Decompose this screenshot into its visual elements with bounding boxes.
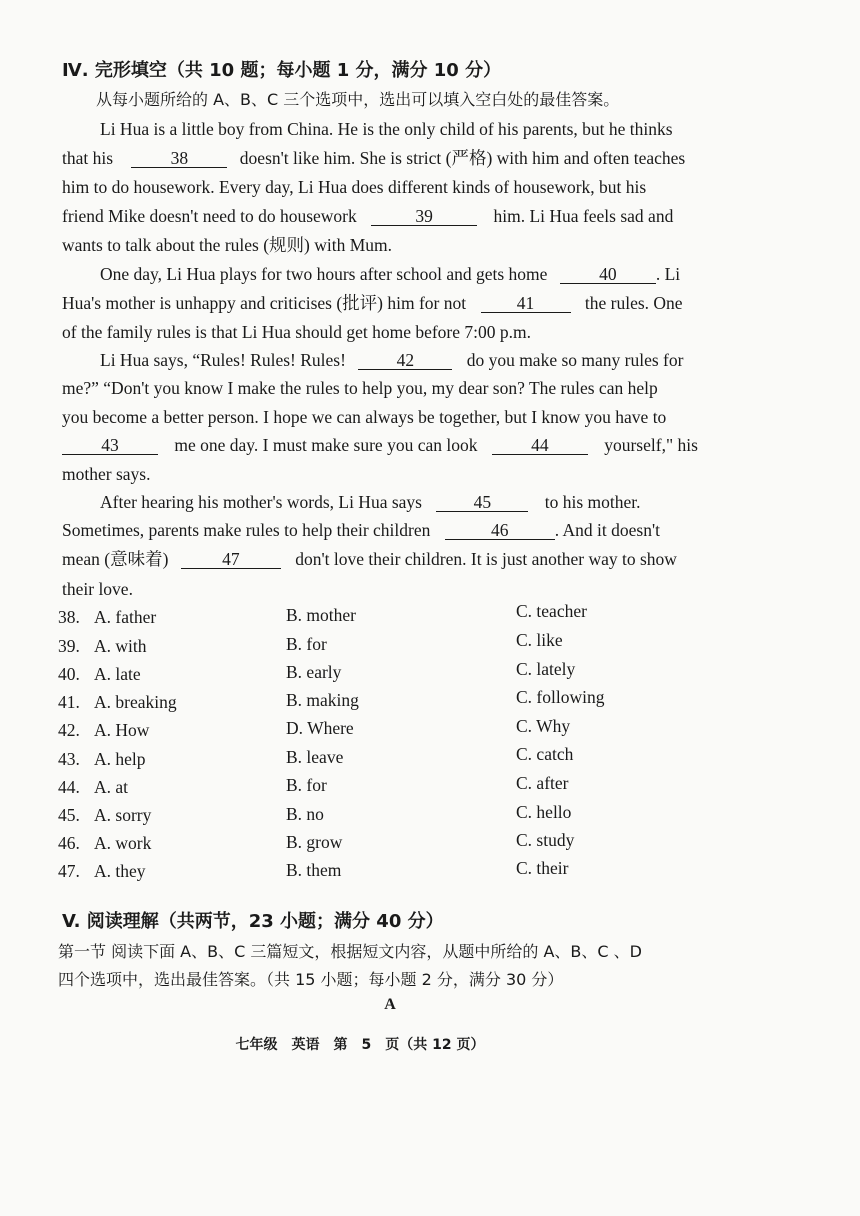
option-c: C. their (516, 858, 569, 878)
passage-line: their love. (62, 579, 133, 599)
blank-47: 47 (181, 550, 281, 569)
passage-line: me?” “Don't you know I make the rules to help you, my dear son? The rules can help (62, 378, 658, 398)
option-b: D. Where (286, 718, 354, 738)
passage-label-a: A (384, 996, 396, 1013)
passage-line (62, 433, 698, 457)
option-a: A. sorry (94, 805, 152, 825)
passage-text: One day, Li Hua plays for two hours after school and gets home (100, 264, 548, 284)
passage-line (100, 262, 680, 286)
page-footer: 七年级 英语 第 5 页（共 12 页） (235, 1037, 485, 1053)
question-number: 41. (58, 692, 80, 712)
passage-line: of the family rules is that Li Hua should get home before 7:00 p.m. (62, 322, 531, 342)
option-c: C. Why (516, 716, 571, 736)
passage-text: After hearing his mother's words, Li Hua says (100, 492, 422, 512)
passage-text: . And it doesn't (554, 520, 660, 540)
option-b: B. for (286, 634, 327, 654)
blank-39: 39 (371, 207, 477, 226)
question-number: 42. (58, 720, 80, 740)
blank-44: 44 (492, 436, 588, 455)
passage-line (62, 518, 660, 542)
option-a: A. father (94, 607, 157, 627)
passage-line (62, 204, 673, 228)
passage-text: friend Mike doesn't need to do housework (62, 206, 357, 226)
question-number: 45. (58, 805, 80, 825)
passage-line: Li Hua is a little boy from China. He is the only child of his parents, but he thinks (100, 119, 673, 139)
option-a: A. with (94, 636, 147, 656)
passage-text: to his mother. (544, 492, 641, 512)
option-a: A. breaking (94, 692, 177, 712)
option-a: A. How (94, 720, 150, 740)
passage-text: don't love their children. It is just another way to show (295, 549, 677, 569)
passage-text: Sometimes, parents make rules to help their children (62, 520, 431, 540)
passage-line: him to do housework. Every day, Li Hua does different kinds of housework, but his (62, 177, 647, 197)
passage-text: Hua's mother is unhappy and criticises (批评) him for not (62, 293, 467, 313)
option-b: B. for (286, 775, 327, 795)
option-b: B. leave (286, 747, 344, 767)
passage-line: you become a better person. I hope we can always be together, but I know you have to (62, 407, 667, 427)
option-c: C. like (516, 630, 563, 650)
blank-45: 45 (436, 493, 528, 512)
option-c: C. catch (516, 744, 574, 764)
option-c: C. after (516, 773, 569, 793)
blank-42: 42 (358, 351, 452, 370)
passage-line (62, 146, 685, 170)
blank-43: 43 (62, 436, 158, 455)
passage-text: yourself," his (604, 435, 698, 455)
option-c: C. teacher (516, 601, 587, 621)
section-4-instruction: 从每小题所给的 A、B、C 三个选项中，选出可以填入空白处的最佳答案。 (96, 90, 620, 109)
question-number: 47. (58, 861, 80, 881)
passage-line (62, 291, 683, 315)
passage-text: . Li (655, 264, 681, 284)
passage-text: doesn't like him. She is strict (严格) with him and often teaches (239, 148, 686, 168)
option-a: A. at (94, 777, 129, 797)
question-number: 43. (58, 749, 80, 769)
option-a: A. late (94, 664, 141, 684)
option-b: B. making (286, 690, 359, 710)
blank-41: 41 (481, 294, 571, 313)
option-b: B. mother (286, 605, 356, 625)
passage-text: me one day. I must make sure you can look (174, 435, 478, 455)
option-a: A. help (94, 749, 146, 769)
option-b: B. them (286, 860, 342, 880)
passage-line: wants to talk about the rules (规则) with Mum. (62, 235, 393, 255)
passage-line (100, 348, 683, 372)
option-b: B. no (286, 804, 324, 824)
section-5-instruction-line2: 四个选项中，选出最佳答案。（共 15 小题；每小题 2 分，满分 30 分） (58, 970, 564, 989)
option-b: B. grow (286, 832, 343, 852)
option-c: C. lately (516, 659, 576, 679)
section-5-instruction-line1: 第一节 阅读下面 A、B、C 三篇短文，根据短文内容，从题中所给的 A、B、C 、D (58, 942, 642, 961)
section-4-heading: Ⅳ. 完形填空（共 10 题；每小题 1 分，满分 10 分） (62, 60, 502, 81)
question-number: 46. (58, 833, 80, 853)
option-c: C. study (516, 830, 575, 850)
section-5-heading: V. 阅读理解（共两节，23 小题；满分 40 分） (62, 911, 444, 932)
question-number: 40. (58, 664, 80, 684)
passage-text: that his (62, 148, 114, 168)
passage-text: him. Li Hua feels sad and (493, 206, 674, 226)
passage-line: mother says. (62, 464, 151, 484)
blank-38: 38 (131, 149, 227, 168)
question-number: 44. (58, 777, 80, 797)
option-a: A. they (94, 861, 146, 881)
passage-text: Li Hua says, “Rules! Rules! Rules! (100, 350, 346, 370)
blank-40: 40 (560, 265, 656, 284)
passage-text: the rules. One (584, 293, 683, 313)
passage-text: mean (意味着) (62, 549, 169, 569)
option-c: C. following (516, 687, 605, 707)
blank-46: 46 (445, 521, 555, 540)
passage-line (62, 547, 677, 571)
passage-text: do you make so many rules for (466, 350, 684, 370)
option-b: B. early (286, 662, 342, 682)
passage-line (100, 490, 641, 514)
option-a: A. work (94, 833, 152, 853)
question-number: 38. (58, 607, 80, 627)
question-number: 39. (58, 636, 80, 656)
option-c: C. hello (516, 802, 572, 822)
